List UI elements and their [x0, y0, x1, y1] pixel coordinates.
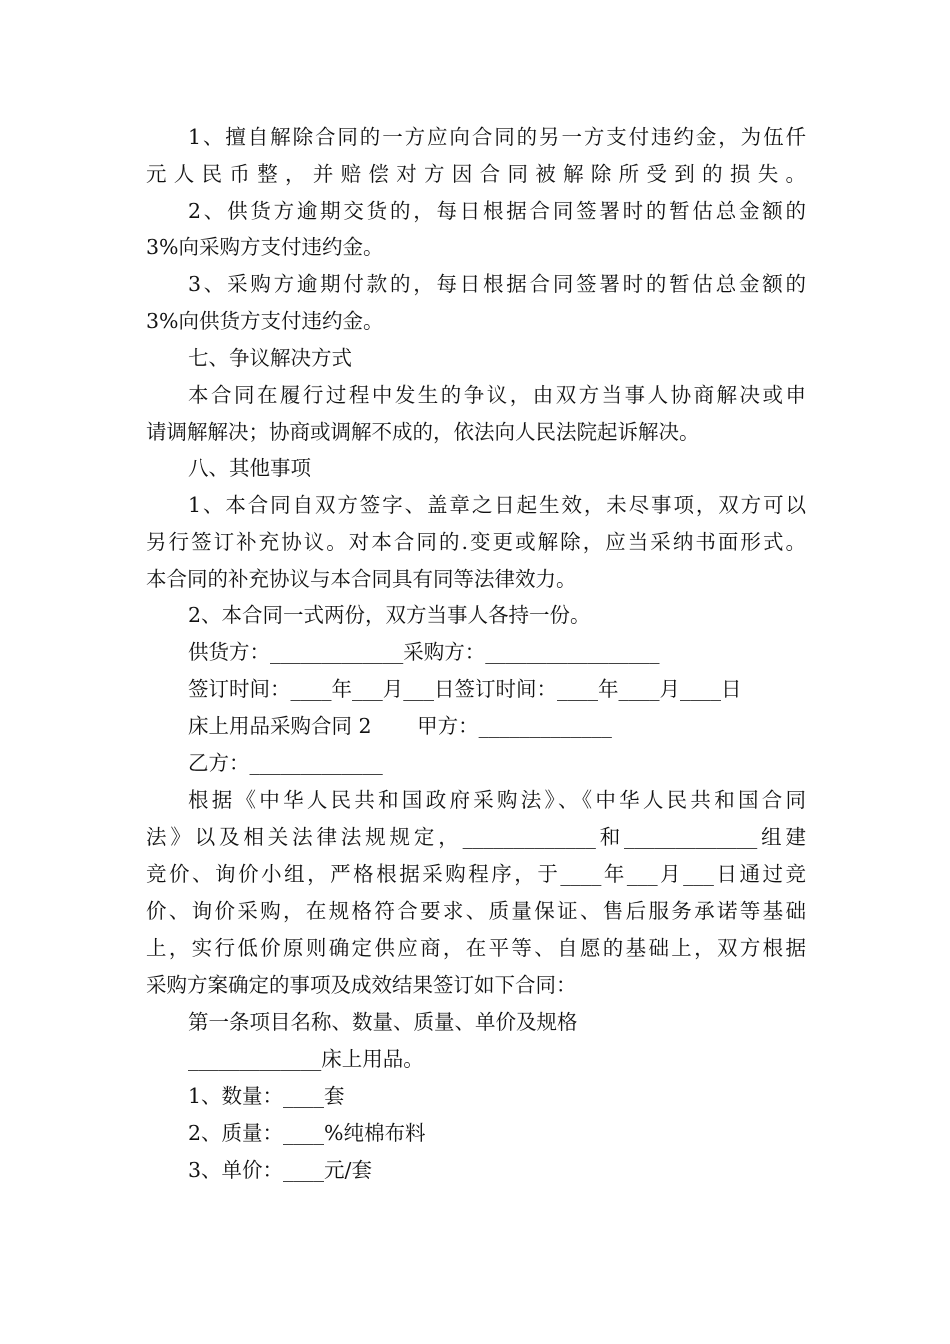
text-line: 元人民币整，并赔偿对方因合同被解除所受到的损失。: [146, 162, 806, 186]
list-item: 3、单价：____元/套: [188, 1158, 372, 1182]
text-line: 2、供货方逾期交货的，每日根据合同签署时的暂估总金额的: [188, 199, 806, 223]
signing-date-line: 签订时间：____年___月___日签订时间：____年____月____日: [188, 677, 742, 701]
text-line: 根据《中华人民共和国政府采购法》、《中华人民共和国合同: [188, 788, 806, 812]
text-line: 1、本合同自双方签字、盖章之日起生效，未尽事项，双方可以: [188, 493, 806, 517]
text-line: 采购方案确定的事项及成效结果签订如下合同：: [146, 973, 577, 997]
section-heading: 八、其他事项: [188, 456, 311, 480]
text-line: 竞价、询价小组，严格根据采购程序，于____年___月___日通过竞: [146, 862, 806, 886]
text-line: _____________床上用品。: [188, 1047, 424, 1071]
article-heading: 第一条项目名称、数量、质量、单价及规格: [188, 1010, 578, 1034]
signature-line: 供货方：_____________采购方：_________________: [188, 640, 660, 664]
text-line: 2、本合同一式两份，双方当事人各持一份。: [188, 603, 591, 627]
contract-title-line: 床上用品采购合同 2 甲方：_____________: [188, 714, 612, 738]
text-line: 3%向采购方支付违约金。: [146, 235, 384, 259]
text-line: 3、采购方逾期付款的，每日根据合同签署时的暂估总金额的: [188, 272, 806, 296]
text-line: 另行签订补充协议。对本合同的.变更或解除，应当采纳书面形式。: [146, 530, 806, 554]
text-line: 本合同的补充协议与本合同具有同等法律效力。: [146, 567, 577, 591]
section-heading: 七、争议解决方式: [188, 346, 352, 370]
text-line: 本合同在履行过程中发生的争议，由双方当事人协商解决或申: [188, 383, 806, 407]
text-line: 价、询价采购，在规格符合要求、质量保证、售后服务承诺等基础: [146, 899, 806, 923]
text-line: 上，实行低价原则确定供应商，在平等、自愿的基础上，双方根据: [146, 936, 806, 960]
text-line: 3%向供货方支付违约金。: [146, 309, 384, 333]
list-item: 2、质量：____%纯棉布料: [188, 1121, 426, 1145]
party-b-line: 乙方：_____________: [188, 751, 383, 775]
text-line: 1、擅自解除合同的一方应向合同的另一方支付违约金，为伍仟: [188, 125, 806, 149]
text-line: 请调解解决；协商或调解不成的，依法向人民法院起诉解决。: [146, 420, 700, 444]
list-item: 1、数量：____套: [188, 1084, 345, 1108]
text-line: 法》以及相关法律法规规定，_____________和_____________组建: [146, 825, 806, 849]
